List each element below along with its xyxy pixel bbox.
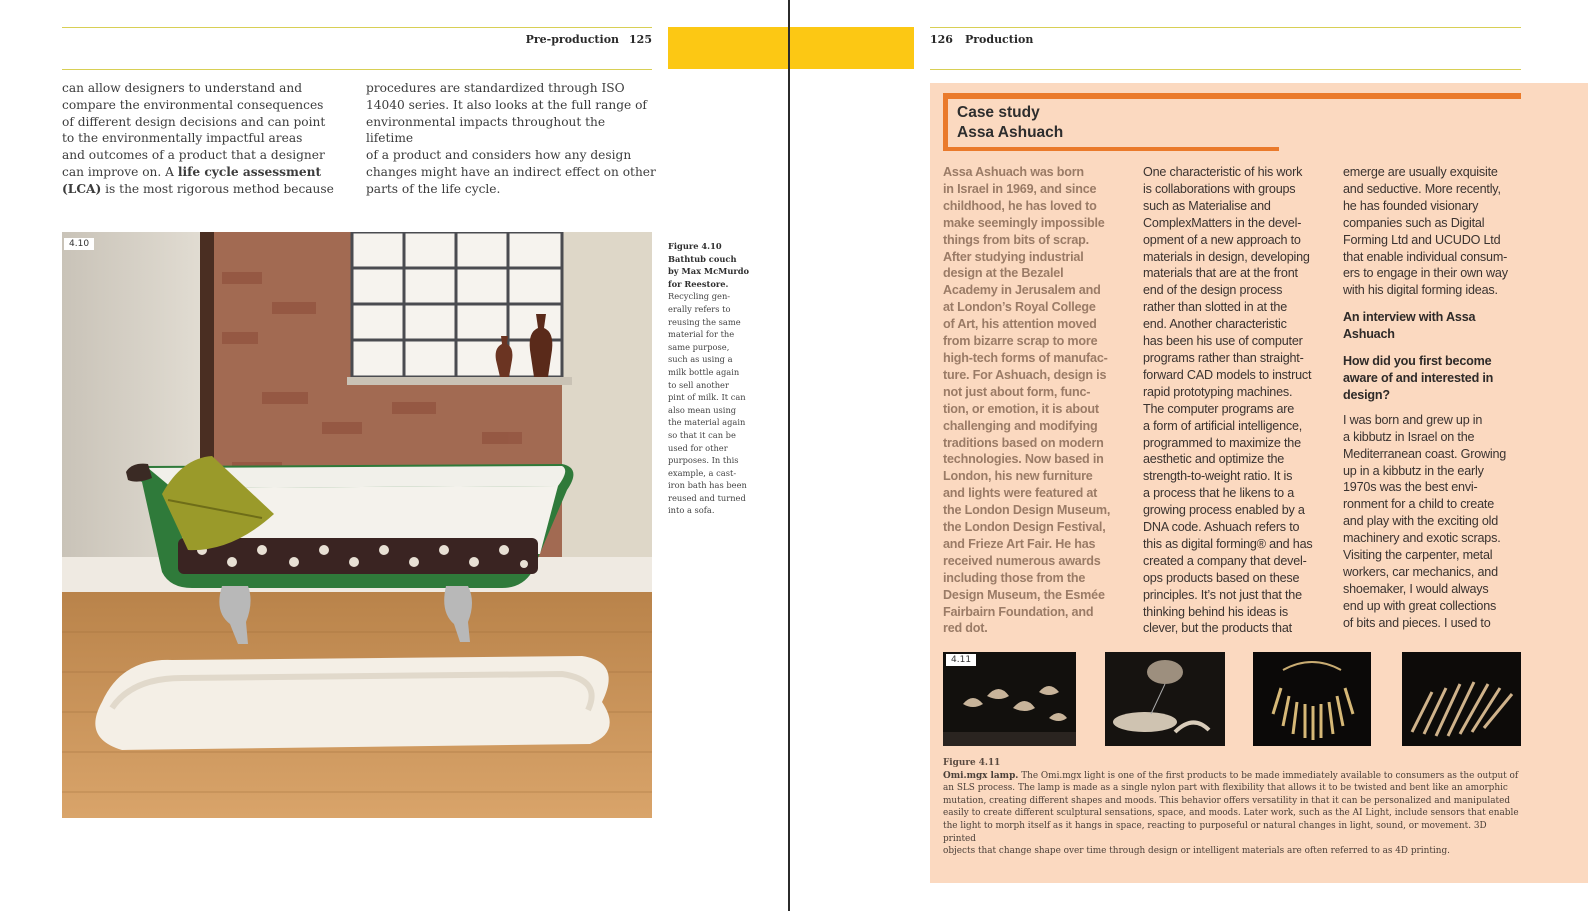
body-line: ops products based on these [1143,570,1300,585]
header-rule-top-right [930,27,1521,28]
intro-line: Assa Ashuach was born [943,165,1084,179]
intro-line: and lights were featured at [943,486,1098,501]
intro-line: received numerous awards [943,553,1101,568]
intro-line: After studying industrial [943,249,1084,264]
left-col2-line: 14040 series. It also looks at the full range of [366,97,647,112]
body-line: this as digital forming® and has [1143,536,1313,551]
intro-line: Fairbairn Foundation, and [943,604,1094,619]
body-line: rather than slotted in at the [1143,300,1288,315]
caption-line: into a sofa. [668,505,715,516]
chapter-tab [668,27,914,69]
lca-abbrev: (LCA) [62,181,102,196]
caption-line: reused and turned [668,492,746,503]
necklace-lamp-illustration [1253,652,1371,746]
header-rule-top-left [62,27,652,28]
caption-line: used for other [668,442,728,453]
body-line: ComplexMatters in the devel- [1143,215,1302,230]
left-col2-line: parts of the life cycle. [366,181,501,196]
right-page-number: 126 [930,33,953,46]
title-bar-top [943,93,1521,99]
right-section-title: Production [964,33,1034,46]
case-study-name: Assa Ashuach [957,124,1064,141]
case-study-label: Case study [957,104,1040,121]
caption-line: reusing the same [668,316,741,327]
case-study-title-box [943,93,1521,151]
intro-line: design at the Bezalel [943,266,1064,281]
intro-line: from bizarre scrap to more [943,334,1098,349]
left-running-head [526,33,652,46]
title-bar-bottom [943,147,1279,151]
body-line: DNA code. Ashuach refers to [1143,520,1300,535]
body-line: clever, but the products that [1143,621,1292,636]
intro-line: including those from the [943,570,1086,585]
body-line: that enable individual consum- [1343,249,1508,264]
body-line: end of the design process [1143,283,1283,298]
caption-line: same purpose, [668,341,730,352]
body-line: materials in design, developing [1143,249,1310,264]
caption-line: milk bottle again [668,366,740,377]
body-line: opment of a new approach to [1143,232,1301,247]
body-line: principles. It’s not just that the [1143,587,1302,602]
intro-column [943,164,1133,637]
caption-line: also mean using [668,404,737,415]
body-line: is collaborations with groups [1143,181,1296,196]
body-line: he has founded visionary [1343,198,1479,213]
body-line: materials that are at the front [1143,266,1298,281]
lamp-photo-3 [1253,652,1371,746]
body-line: programmed to maximize the [1143,435,1301,450]
caption-line: an SLS process. The lamp is made as a single nylon part with flexibility that allows it to be twisted and bent like an amorphic [943,783,1508,794]
left-col2-line: of a product and considers how any design [366,148,632,163]
interview-answer: I was born and grew up in a kibbutz in Israel on the Mediterranean coast. Growing up in a kibbutz in the early 1970s was the best envi- ronment for a child to create and play with the exciting old machinery and exotic scraps. Visiting the carpenter, metal workers, car mechanics, and shoemaker, I would always end up with great collections of bits and pieces. I used to [1343,412,1507,630]
intro-line: the London Design Festival, [943,520,1106,535]
left-section-title: Pre-production [525,33,620,46]
interview-question: How did you first become aware of and interested in design? [1343,354,1494,402]
lca-term: life cycle assessment [177,164,322,179]
body-column-3 [1343,164,1533,632]
intro-line: Design Museum, the Esmée [943,587,1105,602]
intro-line: things from bits of scrap. [943,232,1089,247]
intro-line: make seemingly impossible [943,215,1105,230]
body-line: ers to engage in their own way [1343,266,1508,281]
caption-line: the material again [668,417,746,428]
caption-line: mutation, creating different shapes and moods. This behavior offers versatility in that it can be personalized and manipulated [943,795,1511,806]
caption-line: example, a cast- [668,467,737,478]
intro-line: the London Design Museum, [943,503,1111,518]
intro-line: traditions based on modern [943,435,1104,450]
body-line: created a company that devel- [1143,553,1307,568]
intro-line: technologies. Now based in [943,452,1104,467]
caption-line: iron bath has been [668,480,747,491]
intro-line: ture. For Ashuach, design is [943,367,1107,382]
intro-line: and Frieze Art Fair. He has [943,536,1096,551]
caption-line: such as using a [668,354,733,365]
caption-title-line: Bathtub couch [668,253,737,264]
feather-lamp-illustration [1402,652,1521,746]
body-line: forward CAD models to instruct [1143,367,1312,382]
caption-line: purposes. In this [668,455,739,466]
book-spine [788,0,790,911]
body-line: strength-to-weight ratio. It is [1143,469,1293,484]
body-line: with his digital forming ideas. [1343,283,1498,298]
intro-line: not just about form, func- [943,384,1091,399]
body-line: a form of artificial intelligence, [1143,418,1303,433]
intro-line: at London’s Royal College [943,300,1096,315]
intro-line: of Art, his attention moved [943,317,1097,332]
intro-line: red dot. [943,621,988,636]
body-line: aesthetic and optimize the [1143,452,1285,467]
intro-line: tion, or emotion, it is about [943,401,1099,416]
body-line: One characteristic of his work [1143,165,1303,179]
left-col1-line-lca2: (LCA) is the most rigorous method because [62,181,334,196]
body-line: emerge are usually exquisite [1343,165,1498,179]
caption-line: pint of milk. It can [668,392,746,403]
intro-line: childhood, he has loved to [943,198,1097,213]
figure-4-10-tag: 4.10 [64,238,94,250]
intro-line: in Israel in 1969, and since [943,181,1097,196]
header-rule-bottom-right [930,69,1521,70]
lamp-photo-2 [1105,652,1225,746]
caption-line: easily to create different sculptural sensations, space, and moods. Later work, such as the AI Light, include sensors that enable [943,808,1519,819]
interview-heading: An interview with Assa Ashuach [1343,310,1476,342]
bathtub-couch-photo [62,232,652,818]
body-line: and seductive. More recently, [1343,181,1501,196]
hanging-lamp-illustration [1105,652,1225,746]
left-body-column-1 [62,80,352,198]
caption-title-line: by Max McMurdo [668,266,750,277]
case-study-heading [957,103,1063,143]
body-line: thinking behind his ideas is [1143,604,1288,619]
lamp-photo-4 [1402,652,1521,746]
caption-line: to sell another [668,379,729,390]
caption-line: material for the [668,329,735,340]
body-line: a process that he likens to a [1143,486,1295,501]
left-col1-line-lca: can improve on. A life cycle assessment [62,164,322,179]
left-col1-line: can allow designers to understand and [62,81,303,95]
caption-line: the light to morph itself as it hangs in space, reacting to purposeful or natural changes in light, sound, or movement. 3D printed [943,820,1487,844]
intro-line: challenging and modifying [943,418,1098,433]
body-line: companies such as Digital [1343,215,1485,230]
figure-4-11-tag: 4.11 [946,654,976,666]
caption-line: Omi.mgx lamp. The Omi.mgx light is one of the first products to be made immediately available to consumers as the output of [943,770,1519,781]
body-line: programs rather than straight- [1143,350,1304,365]
left-body-column-2 [366,80,656,198]
caption-bold-title: Omi.mgx lamp. [943,770,1019,781]
caption-line: erally refers to [668,303,731,314]
lamp-cluster-illustration [943,652,1076,746]
body-line: Forming Ltd and UCUDO Ltd [1343,232,1501,247]
caption-title-line: for Reestore. [668,278,729,289]
body-line: The computer programs are [1143,401,1295,416]
figure-4-11-caption [943,757,1521,858]
figure-4-11-label: Figure 4.11 [943,758,1001,768]
right-running-head [930,33,1033,46]
left-col2-line: changes might have an indirect effect on other [366,164,656,179]
bathtub-couch-illustration [62,232,652,818]
title-bar-left [943,93,948,151]
intro-line: high-tech forms of manufac- [943,350,1108,365]
left-col1-line: to the environmentally impactful areas [62,131,303,146]
intro-line: Academy in Jerusalem and [943,283,1101,298]
header-rule-bottom-left [62,69,652,70]
left-page-number: 125 [629,33,652,46]
body-line: growing process enabled by a [1143,503,1305,518]
left-col1-line: of different design decisions and can point [62,114,326,129]
figure-4-10-caption [668,240,760,517]
figure-4-10-label: Figure 4.10 [668,241,722,251]
body-line: has been his use of computer [1143,334,1303,349]
left-col1-line: compare the environmental consequences [62,97,324,112]
body-line: end. Another characteristic [1143,317,1287,332]
body-line: rapid prototyping machines. [1143,384,1293,399]
body-column-2 [1143,164,1333,637]
lamp-photo-1 [943,652,1076,746]
caption-line: objects that change shape over time through design or intelligent materials are often referred to as 4D printing. [943,846,1450,857]
intro-line: London, his new furniture [943,469,1093,484]
caption-line: so that it can be [668,429,736,440]
left-col2-line: environmental impacts throughout the lifetime [366,114,606,146]
left-col1-line: and outcomes of a product that a designer [62,148,325,163]
body-line: such as Materialise and [1143,198,1271,213]
left-col2-line: procedures are standardized through ISO [366,81,625,95]
caption-line: Recycling gen- [668,291,731,302]
